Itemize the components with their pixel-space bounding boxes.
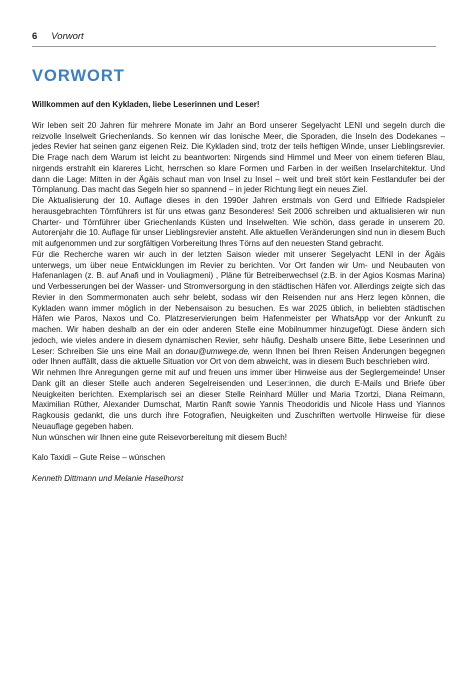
paragraph-3 bbox=[32, 250, 445, 368]
welcome-heading: Willkommen auf den Kykladen, liebe Leserinnen und Leser! bbox=[32, 100, 260, 109]
header-rule bbox=[32, 46, 436, 47]
paragraph-2: Die Aktualisierung der 10. Auflage dieses in den 1990er Jahren erstmals von Gerd und Elfriede Radspieler herausgebrachten Törnführers ist für uns etwas ganz Besonderes! Seit 2006 schreiben und aktualisieren wir nun Charter- und Törnführer über Griechenlands Küsten und Inselwelten. Wie schön, dass gerade in unserem 20. Autorenjahr die 10. Auflage für unser Lieblingsrevier ansteht. Alle aktuellen Veränderungen sind nun in diesem Buch mit aufgenommen und zur sorgfältigen Vorbereitung Ihres Törns auf den neuesten Stand gebracht. bbox=[32, 196, 445, 248]
running-head bbox=[32, 31, 84, 43]
paragraph-3-continuation: wenn Ihnen bei Ihren Reisen Änderungen begegnen oder Ihnen auffällt, dass die aktuelle Situation vor Ort von dem abweicht, was in diesem Buch beschrieben wird. bbox=[32, 346, 445, 367]
paragraph-1: Wir leben seit 20 Jahren für mehrere Monate im Jahr an Bord unserer Segelyacht LENI und segeln durch die reizvolle Inselwelt Griechenlands. So kennen wir das Ionische Meer, die Sporaden, die Inseln des Dodekanes – jedes Revier hat seinen ganz eigenen Reiz. Die Kykladen sind, trotz der teils heftigen Winde, unser Lieblingsrevier. Die Frage nach dem Warum ist leicht zu beantworten: Nirgends sind Himmel und Meer von einem tieferen Blau, nirgends erstrahlt ein klareres Licht, herrschen so klare Formen und Farben in der weißen Inselarchitektur. Und dann die Lage: Mitten in der Ägäis schaut man von Insel zu Insel – weit und breit stört kein Festlandufer bei der Törnplanung. Das macht das Segeln hier so spannend – in jeder Richtung liegt ein neues Ziel. bbox=[32, 120, 445, 195]
closing-line: Kalo Taxidi – Gute Reise – wünschen bbox=[32, 453, 166, 463]
foreword-body bbox=[32, 100, 445, 485]
paragraph-5: Nun wünschen wir Ihnen eine gute Reisevorbereitung mit diesem Buch! bbox=[32, 432, 287, 442]
paragraph-4: Wir nehmen Ihre Anregungen gerne mit auf und freuen uns immer über Hinweise aus der Seglergemeinde! Unser Dank gilt an dieser Stelle auch anderen Segelreisenden und Leser:innen, die durch E-Mails und Briefe über Neuigkeiten berichten. Exemplarisch sei an dieser Stelle Reinhard Müller und Maria Tzortzi, Diana Reimann, Maximilian Rüther, Alexander Dumschat, Martin Ranft sowie Yannis Theodoridis und Nicole Hass und Yiannos Ragkousis gedankt, die uns durch ihre Fotografien, Neuigkeiten und Zuschriften wertvolle Hinweise für diese Neuauflage gegeben haben. bbox=[32, 368, 445, 431]
page-number: 6 bbox=[32, 31, 38, 42]
signature: Kenneth Dittmann und Melanie Haselhorst bbox=[32, 474, 184, 483]
section-name: Vorwort bbox=[51, 31, 84, 42]
email-address: donau@umwege.de, bbox=[175, 346, 251, 356]
page-title: VORWORT bbox=[32, 67, 125, 85]
paragraph-3-text: Für die Recherche waren wir auch in der letzten Saison wieder mit unserer Segelyacht LENI in der Ägäis unterwegs, um über neue Entwicklungen im Revier zu berichten. Vor Ort fanden wir Um- und Neubauten von Hafenanlagen (z. B. auf Anafi und in Vouliagmeni) , Pläne für Betreiberwechsel (z.B. in der Agios Kosmas Marina) und Verbesserungen bei der Wasser- und Stromversorgung in den städtischen Häfen vor. Allerdings zeigte sich das Revier in den Sommermonaten auch sehr belebt, sodass wir den Reisenden nur ans Herz legen können, die Kykladen wann immer möglich in der Nebensaison zu besuchen. Es war 2025 üblich, in beliebten städtischen Häfen wie Paros, Naxos und Co. Platzreservierungen beim Hafenmeister per WhatsApp vor der Ankunft zu machen. Wir haben deshalb an der ein oder anderen Stelle eine Mobilnummer hinzugefügt. Diese ändern sich jedoch, wie vieles andere in diesem dynamischen Revier, sehr häufig. Deshalb unsere Bitte, liebe Leserinnen und Leser: Schreiben Sie uns eine Mail an bbox=[32, 249, 445, 356]
